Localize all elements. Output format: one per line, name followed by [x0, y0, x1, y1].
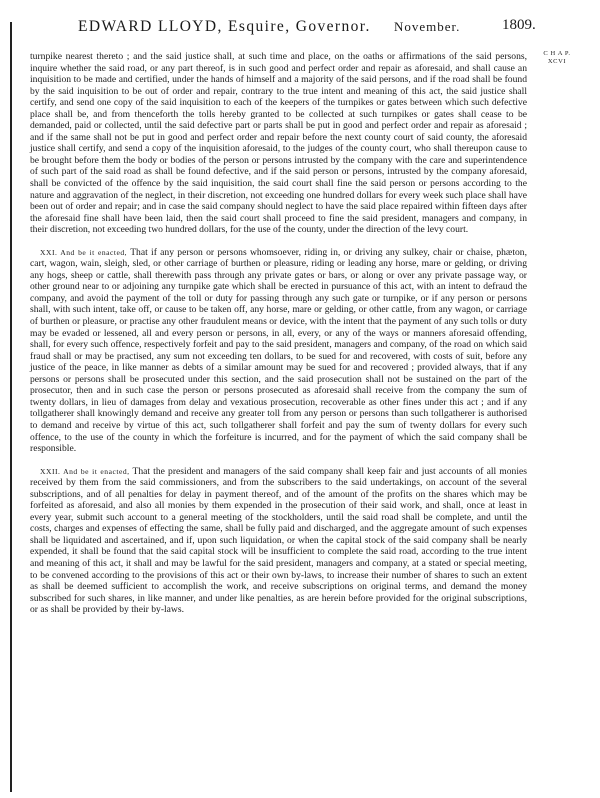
body-text — [30, 51, 527, 616]
section-lead: XXI. And be it enacted, — [40, 247, 128, 257]
section-lead: XXII. And be it enacted, — [40, 466, 130, 476]
paragraph-text: turnpike nearest thereto ; and the said justice shall, at such time and place, on the oaths or affirmations of the said persons, inquire whether the said road, or any part thereof, is in such good and perfect order and repair as aforesaid, and shall cause an inquisition to be made and certified, under the hands of himself and a majority of the said persons, and if the road shall be found by the said inquisition to be out of order and repair, contrary to the true intent and meaning of this act, the said justice shall certify, and send one copy of the said inquisition to each of the keepers of the turnpikes or gates between which such defective place shall be, and from thenceforth the tolls hereby granted to be collected at such turnpikes or gates shall cease to be demanded, paid or collected, until the said defective part or parts shall be put in good and perfect order and repair as aforesaid ; and if the same shall not be put in good and perfect order and repair before the next county court of said county, the aforesaid justice shall certify, and send a copy of the inquisition aforesaid, to the judges of the county court, who shall thereupon cause to be brought before them the body or bodies of the person or persons intrusted by the company with the care and superintendence of such part of the said road as shall be found defective, and if the said person or persons, intrusted by the company aforesaid, shall be convicted of the offence by the said inquisition, the said court shall fine the said person or persons according to the nature and aggravation of the neglect, in their discretion, not exceeding one hundred dollars for every week such place shall have been out of order and repair; and in case the said company should neglect to have the said place repaired within fifteen days after the aforesaid fine shall have been laid, then the said court shall proceed to fine the said president, managers and company, in their discretion, not exceeding two hundred dollars, for the use of the county, under the direction of the levy court. — [30, 51, 527, 236]
page-edge-shadow — [10, 22, 12, 792]
section-xxi — [30, 247, 527, 455]
running-head-year: 1809. — [502, 17, 536, 33]
paragraph-continuation — [30, 51, 527, 236]
section-xxii — [30, 466, 527, 616]
chapter-number: XCVI — [547, 58, 567, 65]
chapter-margin-note — [534, 50, 580, 66]
chapter-label: C H A P. — [543, 50, 571, 57]
running-head — [0, 12, 600, 42]
running-head-title: EDWARD LLOYD, Esquire, Governor. — [78, 18, 371, 35]
paragraph-text: That if any person or persons whomsoever, riding in, or driving any sulkey, chair or chaise, phæton, cart, wagon, wain, sleigh, sled, or other carriage of burthen or pleasure, riding or leading any horse, mare or gelding, or driving any hogs, sheep or cattle, shall therewith pass through any private gates or bars, or along or over any private passage way, or other ground near to or adjoining any turnpike gate which shall be erected in pursuance of this act, with an intent to defraud the company, and avoid the payment of the toll or duty for passing through any such gate or turnpike, or if any person or persons shall, with such intent, take off, or cause to be taken off, any horse, mare or gelding, or other cattle, from any wagon, or carriage of burthen or pleasure, or practise any other fraudulent means or device, with the intent that the payment of any such tolls or duty may be evaded or lessened, all and every person or persons, in all, every, or any of the ways or manners aforesaid offending, shall, for every such offence, respectively forfeit and pay to the said president, managers and company, of the road on which said fraud shall or may be practised, any sum not exceeding ten dollars, to be sued for and recovered, with costs of suit, before any justice of the peace, in like manner as debts of a similar amount may be sued for and recovered ; provided always, that if any persons or persons shall be prosecuted under this section, and the said prosecution shall not be sustained on the part of the prosecutor, then and in such case the person or persons prosecuted as aforesaid shall receive from the company the sum of twenty dollars, in lieu of damages from delay and vexatious prosecution, recoverable as other fines under this act ; and if any tollgatherer shall knowingly demand and receive any greater toll from any person or persons than such tollgatherer is authorised to demand and receive by virtue of this act, such tollgatherer shall forfeit and pay the sum of twenty dollars for every such offence, to the use of the county in which the forfeiture is incurred, and for the payment of which the said company shall be responsible. — [30, 246, 527, 455]
paragraph-text: That the president and managers of the said company shall keep fair and just accounts of all monies received by them from the said commissioners, and from the subscribers to the said undertakings, on account of the several subscriptions, and of all penalties for delay in payment thereof, and of the amount of the profits on the shares which may be forfeited as aforesaid, and also all monies by them expended in the prosecution of their said work, and shall, once at least in every year, submit such account to a general meeting of the stockholders, until the said road shall be complete, and until the costs, charges and expenses of effecting the same, shall be fully paid and discharged, and the aggregate amount of such expenses shall be liquidated and ascertained, and if, upon such liquidation, or when the capital stock of the said company shall be nearly expended, it shall be found that the said capital stock will be insufficient to complete the said road, according to the true intent and meaning of this act, it shall and may be lawful for the said president, managers and company, at a stated or special meeting, to be convened according to the provisions of this act or their own by-laws, to increase their number of shares to such an extent as shall be deemed sufficient to accomplish the work, and receive subscriptions on original terms, and demand the money subscribed for such shares, in like manner, and under like penalties, as are herein before provided for the original subscriptions, or as shall be provided by their by-laws. — [30, 465, 527, 616]
running-head-month: November. — [394, 19, 461, 34]
